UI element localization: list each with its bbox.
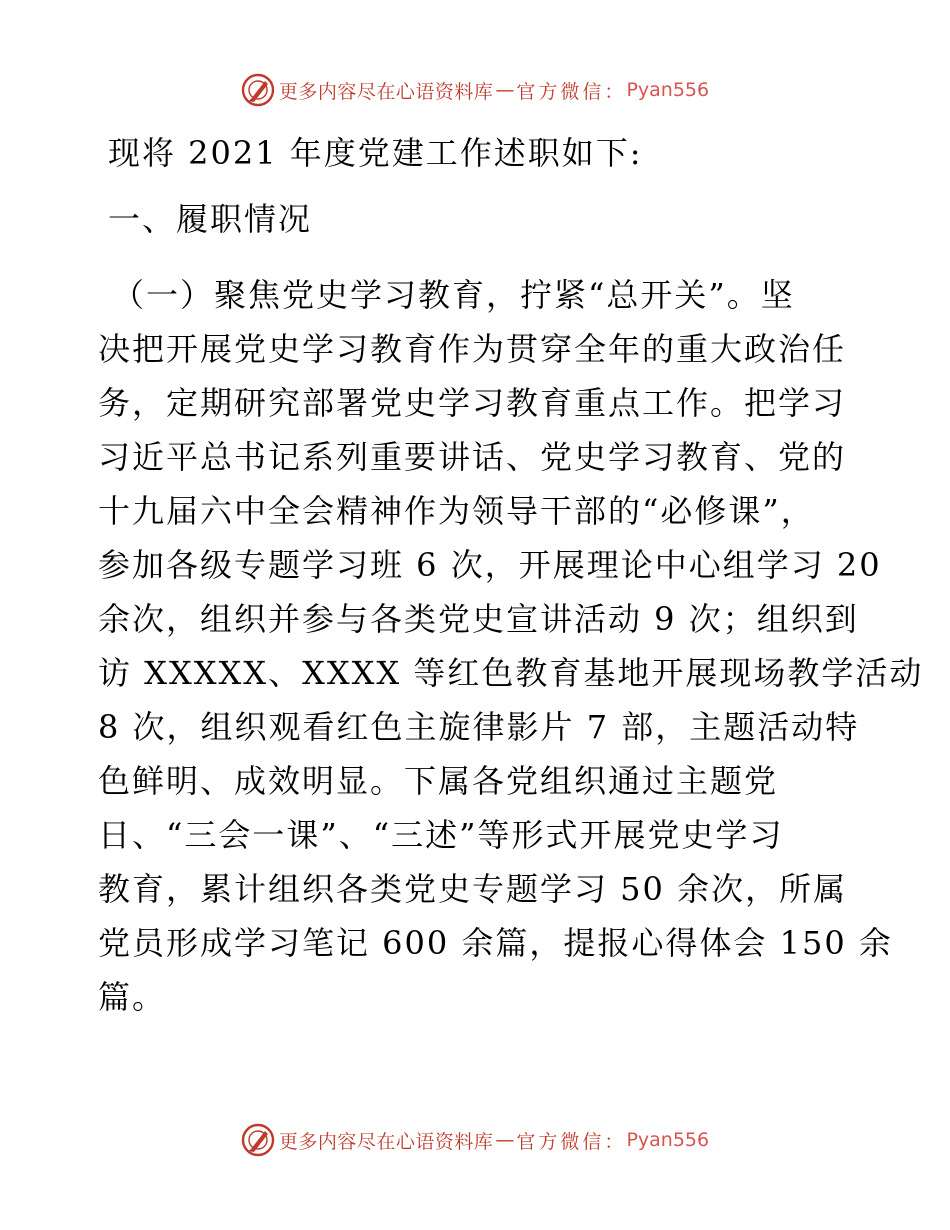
pen-logo-icon: [241, 73, 275, 107]
document-body: [98, 126, 924, 1024]
paragraph-line: 党员形成学习笔记 600 余篇，提报心得体会 150 余: [98, 924, 893, 962]
paragraph-line: 日、“三会一课”、“三述”等形式开展党史学习: [98, 816, 784, 854]
paragraph: [98, 268, 924, 1024]
paragraph-line: 访 XXXXX、XXXX 等红色教育基地开展现场教学活动: [98, 654, 924, 692]
paragraph-line: 决把开展党史学习教育作为贯穿全年的重大政治任: [98, 330, 847, 368]
watermark-bottom: [0, 1120, 950, 1160]
watermark-left-text: 更多内容尽在心语资料库: [278, 80, 494, 103]
paragraph-line: （一）聚焦党史学习教育，拧紧“总开关”。坚: [112, 276, 795, 314]
pen-logo-icon: [241, 1123, 275, 1157]
paragraph-line: 色鲜明、成效明显。下属各党组织通过主题党: [98, 762, 779, 800]
watermark-mid-text: 官方微信：: [516, 1130, 627, 1153]
watermark-left-text: 更多内容尽在心语资料库: [278, 1130, 494, 1153]
paragraph-line: 习近平总书记系列重要讲话、党史学习教育、党的: [98, 438, 847, 476]
watermark-mid-text: 官方微信：: [516, 80, 627, 103]
watermark-top: [0, 70, 950, 110]
watermark-dash: —: [495, 1129, 515, 1151]
intro-line: 现将 2021 年度党建工作述职如下:: [108, 134, 643, 172]
paragraph-line: 篇。: [98, 978, 167, 1016]
paragraph-line: 余次，组织并参与各类党史宣讲活动 9 次；组织到: [98, 600, 859, 638]
watermark-wechat-id: Pyan556: [626, 1129, 710, 1151]
paragraph-line: 参加各级专题学习班 6 次，开展理论中心组学习 20: [98, 546, 882, 584]
paragraph-line: 教育，累计组织各类党史专题学习 50 余次，所属: [98, 870, 848, 908]
paragraph-line: 务，定期研究部署党史学习教育重点工作。把学习: [98, 384, 847, 422]
paragraph-line: 十九届六中全会精神作为领导干部的“必修课”，: [98, 492, 815, 530]
section-heading: 一、履职情况: [108, 200, 313, 238]
paragraph-line: 8 次，组织观看红色主旋律影片 7 部，主题活动特: [98, 708, 860, 746]
watermark-dash: —: [495, 79, 515, 101]
watermark-wechat-id: Pyan556: [626, 79, 710, 101]
